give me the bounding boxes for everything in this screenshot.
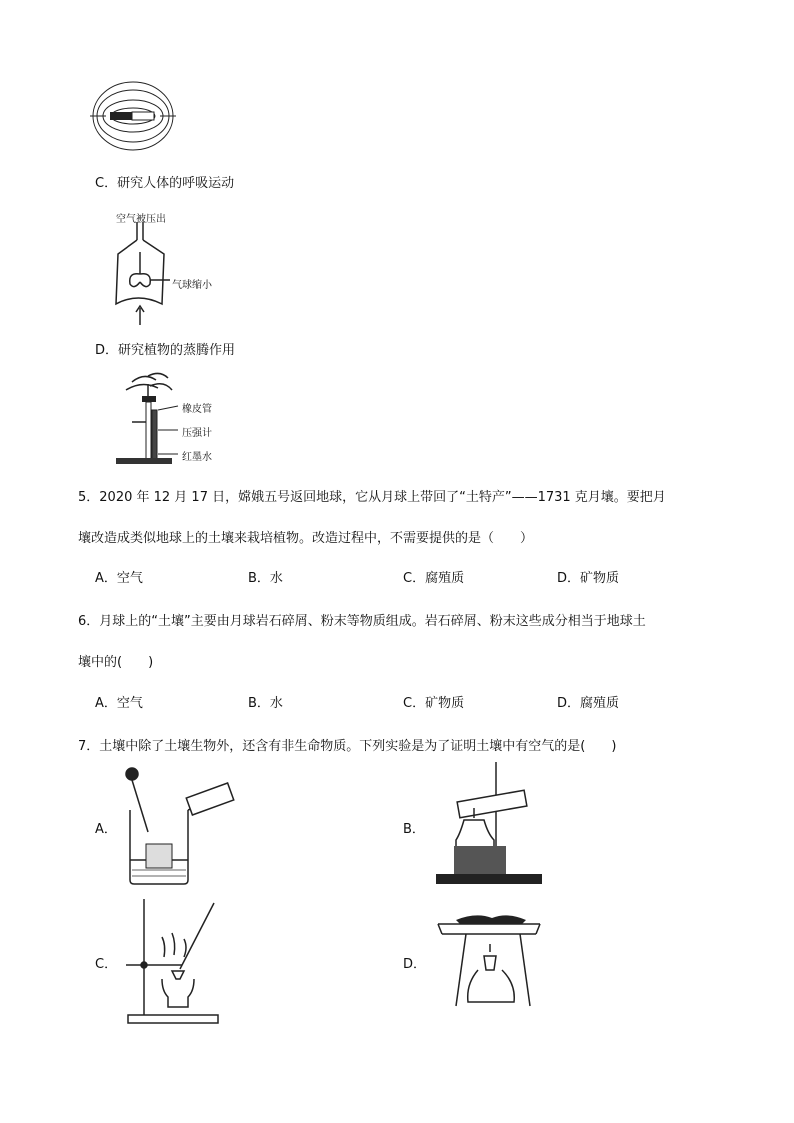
- option-d-label: D．研究植物的蒸腾作用: [95, 343, 236, 358]
- transpiration-figure: [112, 370, 232, 465]
- figure-label-manometer: 压强计: [182, 428, 212, 439]
- beaker-experiment-figure: [118, 766, 248, 888]
- q7-option-d-label: D．: [403, 957, 427, 972]
- q6-option-d: D．腐殖质: [557, 696, 620, 711]
- q5-option-b: B．水: [248, 571, 283, 586]
- q6-option-c: C．矿物质: [403, 696, 465, 711]
- option-c-label: C．研究人体的呼吸运动: [95, 176, 235, 191]
- q7-option-b-label: B．: [403, 822, 425, 837]
- q5-option-c: C．腐殖质: [403, 571, 465, 586]
- q5-option-d: D．矿物质: [557, 571, 620, 586]
- q6-text-line2: 壤中的( ): [78, 655, 154, 670]
- q5-option-a: A．空气: [95, 571, 143, 586]
- q5-text-line1: 5．2020 年 12 月 17 日，嫦娥五号返回地球，它从月球上带回了“土特产”——1731 克月壤。要把月: [78, 490, 666, 505]
- q6-option-b: B．水: [248, 696, 283, 711]
- figure-label-balloon: 气球缩小: [172, 280, 212, 291]
- q7-text-line1: 7．土壤中除了土壤生物外，还含有非生命物质。下列实验是为了证明土壤中有空气的是( ): [78, 739, 617, 754]
- figure-label-rubber-tube: 橡皮管: [182, 404, 212, 415]
- q6-option-a: A．空气: [95, 696, 143, 711]
- q6-text-line1: 6．月球上的“土壤”主要由月球岩石碎屑、粉末等物质组成。岩石碎屑、粉末这些成分相当于地球土: [78, 614, 646, 629]
- magnetic-field-figure: [88, 78, 178, 153]
- figure-label-red-ink: 红墨水: [182, 452, 212, 463]
- tripod-heating-figure: [436, 914, 546, 1010]
- breathing-model-figure: [110, 210, 220, 325]
- burner-heating-figure: [430, 760, 550, 888]
- q5-text-line2: 壤改造成类似地球上的土壤来栽培植物。改造过程中，不需要提供的是（ ）: [78, 531, 534, 546]
- q7-option-a-label: A．: [95, 822, 117, 837]
- q7-option-c-label: C．: [95, 957, 118, 972]
- stand-burner-figure: [122, 895, 222, 1027]
- figure-label-air-out: 空气被压出: [116, 214, 166, 225]
